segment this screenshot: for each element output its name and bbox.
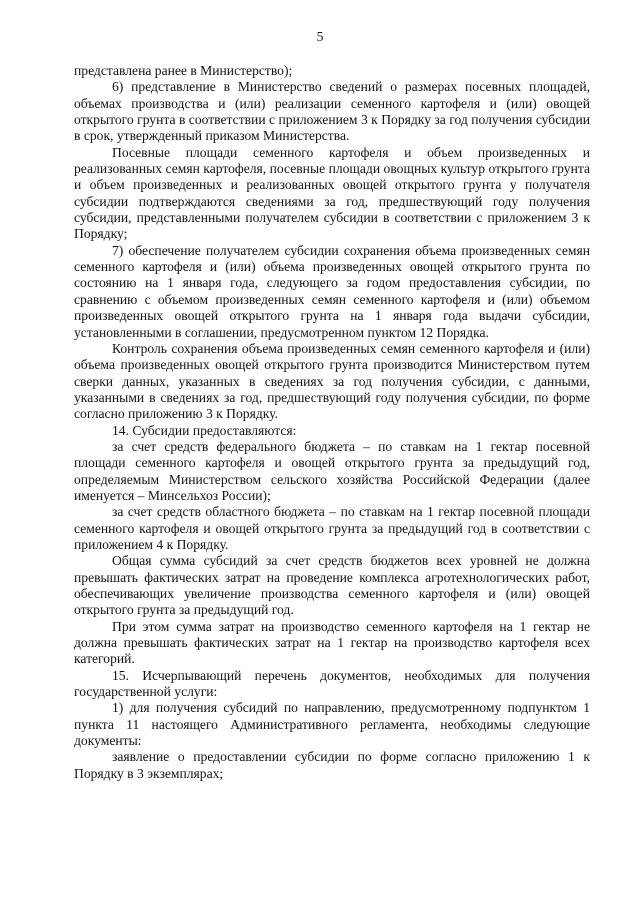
paragraph: Посевные площади семенного картофеля и объем произведенных и реализованных семян картофеля, посевные площади овощных культур открытого грунта и объем произведенных и реализованных овощей открытого грунта у получателя субсидии подтверждаются сведениями за год, предшествующий году получения субсидии, представленными получателем субсидии в соответствии с приложением 3 к Порядку; bbox=[74, 144, 590, 242]
paragraph: заявление о предоставлении субсидии по форме согласно приложению 1 к Порядку в 3 экземплярах; bbox=[74, 749, 590, 781]
document-body bbox=[74, 63, 590, 782]
paragraph: 14. Субсидии предоставляются: bbox=[112, 422, 297, 438]
paragraph: Контроль сохранения объема произведенных семян семенного картофеля и (или) объема произведенных овощей открытого грунта производится Министерством путем сверки данных, указанных в сведениях за год получения субсидии, с данными, указанными в сведениях за год, предшествующий году получения субсидии, по форме согласно приложению 3 к Порядку. bbox=[74, 340, 590, 422]
paragraph: за счет средств федерального бюджета – по ставкам на 1 гектар посевной площади семенного картофеля и овощей открытого грунта за предыдущий год, определяемым Министерством сельского хозяйства Российской Федерации (далее именуется – Минсельхоз России); bbox=[74, 438, 590, 503]
paragraph: представлена ранее в Министерство); bbox=[74, 63, 293, 78]
paragraph: за счет средств областного бюджета – по ставкам на 1 гектар посевной площади семенного картофеля и овощей открытого грунта за предыдущий год в соответствии с приложением 4 к Порядку. bbox=[74, 504, 590, 552]
paragraph: Общая сумма субсидий за счет средств бюджетов всех уровней не должна превышать фактических затрат на проведение комплекса агротехнологических работ, обеспечивающих увеличение производства семенного картофеля и (или) овощей открытого грунта за предыдущий год. bbox=[74, 553, 590, 618]
paragraph: 15. Исчерпывающий перечень документов, необходимых для получения государственной услуги: bbox=[74, 667, 590, 700]
page-number: 5 bbox=[316, 29, 324, 44]
paragraph: 6) представление в Министерство сведений о размерах посевных площадей, объемах производства и (или) реализации семенного картофеля и (или) овощей открытого грунта в соответствии с приложением 3 к Порядку за год получения субсидии в срок, утвержденный приказом Министерства. bbox=[74, 79, 590, 144]
paragraph: 7) обеспечение получателем субсидии сохранения объема произведенных семян семенного картофеля и (или) объема произведенных овощей открытого грунта по состоянию на 1 января года, следующего за годом предоставления субсидии, по сравнению с объемом произведенных семян семенного картофеля и (или) объемом произведенных овощей открытого грунта на 1 января года выдачи субсидии, установленными в соглашении, предусмотренном пунктом 12 Порядка. bbox=[74, 242, 590, 340]
paragraph: При этом сумма затрат на производство семенного картофеля на 1 гектар не должна превышать фактических затрат на 1 гектар на производство картофеля всех категорий. bbox=[74, 618, 590, 667]
paragraph: 1) для получения субсидий по направлению, предусмотренному подпунктом 1 пункта 11 настоящего Административного регламента, необходимы следующие документы: bbox=[74, 700, 590, 749]
